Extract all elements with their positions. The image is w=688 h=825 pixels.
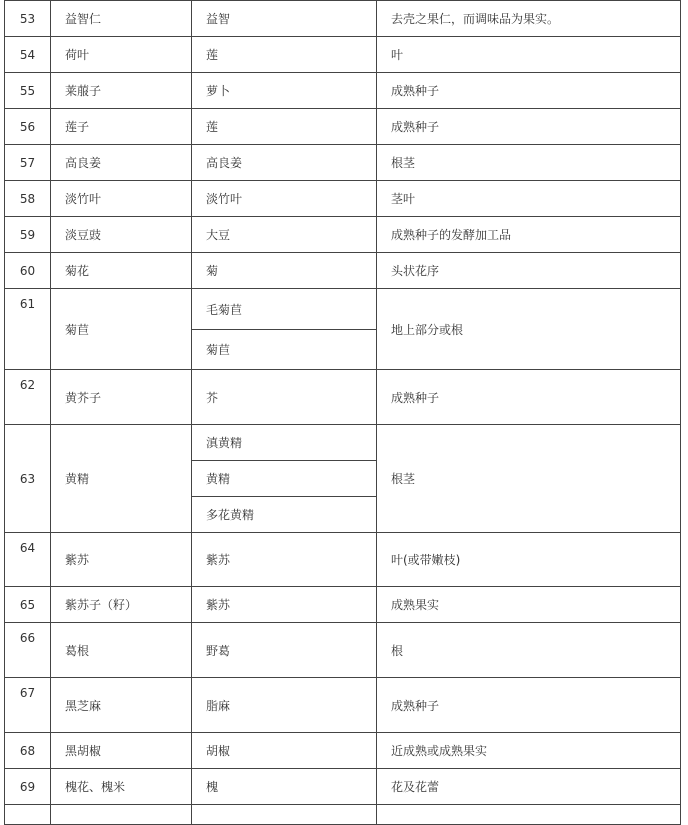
used-part: 去壳之果仁，而调味品为果实。	[377, 1, 681, 37]
source-species: 槐	[192, 769, 377, 805]
table-row	[5, 533, 681, 587]
used-part: 成熟种子	[377, 370, 681, 425]
source-species: 胡椒	[192, 733, 377, 769]
herb-name: 黄芥子	[51, 370, 192, 425]
used-part: 花及花蕾	[377, 769, 681, 805]
row-number: 63	[5, 425, 51, 533]
herb-name: 菊苣	[51, 289, 192, 370]
row-number: 56	[5, 109, 51, 145]
table-row	[5, 623, 681, 678]
source-species: 野葛	[192, 623, 377, 678]
herb-name: 高良姜	[51, 145, 192, 181]
row-number: 67	[5, 678, 51, 733]
table-row	[5, 253, 681, 289]
row-number: 60	[5, 253, 51, 289]
herb-name: 莲子	[51, 109, 192, 145]
row-number: 62	[5, 370, 51, 425]
herb-name: 荷叶	[51, 37, 192, 73]
herb-name: 葛根	[51, 623, 192, 678]
source-species: 淡竹叶	[192, 181, 377, 217]
table-row	[5, 37, 681, 73]
herb-name: 淡豆豉	[51, 217, 192, 253]
source-species: 毛菊苣	[192, 289, 377, 330]
used-part: 根	[377, 623, 681, 678]
used-part: 头状花序	[377, 253, 681, 289]
row-number: 69	[5, 769, 51, 805]
table-row	[5, 678, 681, 733]
source-species: 益智	[192, 1, 377, 37]
herb-name: 紫苏子（籽）	[51, 587, 192, 623]
table-row	[5, 73, 681, 109]
source-species: 萝卜	[192, 73, 377, 109]
herb-name: 益智仁	[51, 1, 192, 37]
source-species: 多花黄精	[192, 497, 377, 533]
used-part: 茎叶	[377, 181, 681, 217]
source-species: 菊苣	[192, 330, 377, 370]
source-species: 大豆	[192, 217, 377, 253]
used-part: 成熟种子的发酵加工品	[377, 217, 681, 253]
row-number: 55	[5, 73, 51, 109]
used-part: 成熟果实	[377, 587, 681, 623]
herb-name: 黑胡椒	[51, 733, 192, 769]
source-species: 高良姜	[192, 145, 377, 181]
row-number: 68	[5, 733, 51, 769]
used-part: 叶(或带嫩枝)	[377, 533, 681, 587]
table-row	[5, 145, 681, 181]
used-part: 叶	[377, 37, 681, 73]
table-row	[5, 289, 681, 330]
used-part: 成熟种子	[377, 678, 681, 733]
table-row	[5, 1, 681, 37]
used-part: 地上部分或根	[377, 289, 681, 370]
used-part: 根茎	[377, 145, 681, 181]
herb-name: 黑芝麻	[51, 678, 192, 733]
source-species: 黄精	[192, 461, 377, 497]
used-part: 成熟种子	[377, 73, 681, 109]
table-row	[5, 587, 681, 623]
table-row	[5, 370, 681, 425]
row-number: 54	[5, 37, 51, 73]
row-number: 53	[5, 1, 51, 37]
table-row	[5, 733, 681, 769]
table-row	[5, 109, 681, 145]
source-species: 紫苏	[192, 587, 377, 623]
herb-name: 淡竹叶	[51, 181, 192, 217]
source-species: 滇黄精	[192, 425, 377, 461]
row-number: 58	[5, 181, 51, 217]
herb-name: 菊花	[51, 253, 192, 289]
source-species: 脂麻	[192, 678, 377, 733]
row-number: 64	[5, 533, 51, 587]
source-species: 莲	[192, 37, 377, 73]
row-number: 59	[5, 217, 51, 253]
row-number: 66	[5, 623, 51, 678]
table-row	[5, 181, 681, 217]
herb-table	[4, 0, 681, 825]
used-part: 成熟种子	[377, 109, 681, 145]
source-species: 芥	[192, 370, 377, 425]
row-number: 61	[5, 289, 51, 370]
source-species: 莲	[192, 109, 377, 145]
herb-name: 莱菔子	[51, 73, 192, 109]
row-number: 57	[5, 145, 51, 181]
table-row	[5, 217, 681, 253]
herb-name: 槐花、槐米	[51, 769, 192, 805]
row-number: 65	[5, 587, 51, 623]
herb-name: 黄精	[51, 425, 192, 533]
source-species: 紫苏	[192, 533, 377, 587]
table-row	[5, 769, 681, 805]
used-part: 近成熟或成熟果实	[377, 733, 681, 769]
herb-name: 紫苏	[51, 533, 192, 587]
used-part: 根茎	[377, 425, 681, 533]
table-row	[5, 425, 681, 461]
herb-table-body	[5, 1, 681, 825]
source-species: 菊	[192, 253, 377, 289]
